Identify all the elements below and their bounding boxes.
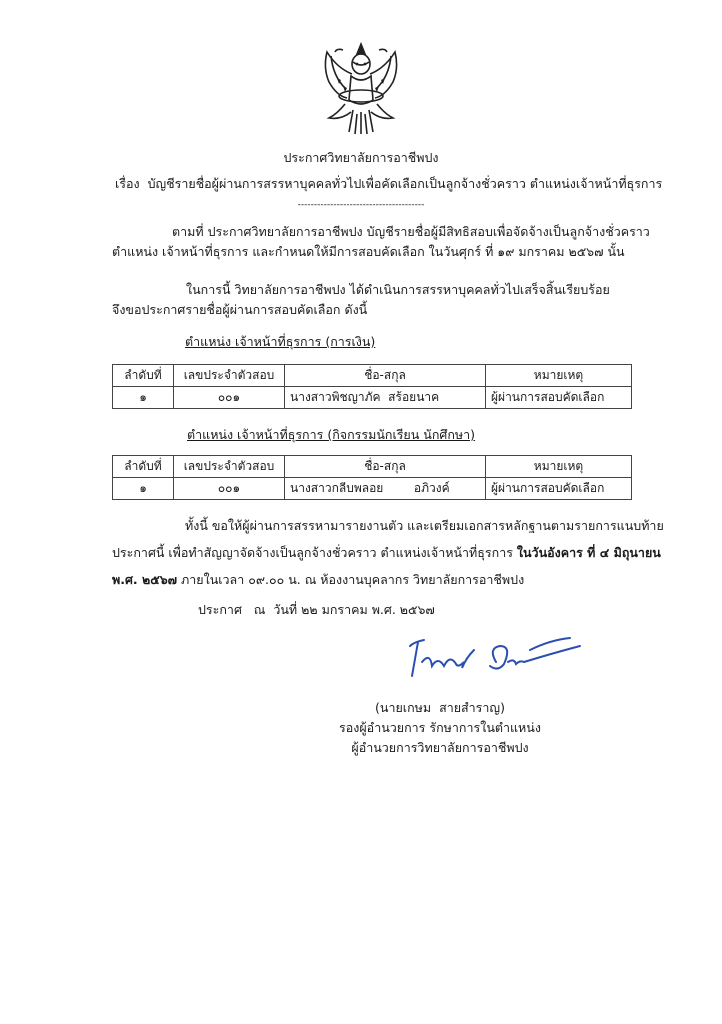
finance-results-table xyxy=(112,364,632,409)
signatory-name: (นายเกษม สายสำราญ) xyxy=(375,700,505,715)
contract-year: พ.ศ. ๒๕๖๗ xyxy=(112,572,178,587)
table-row xyxy=(113,387,632,409)
table-header-row xyxy=(113,456,632,478)
subject-label: เรื่อง xyxy=(115,176,140,191)
column-header-remark: หมายเหตุ xyxy=(486,365,632,387)
table-row xyxy=(113,478,632,500)
cell-remark: ผู้ผ่านการสอบคัดเลือก xyxy=(486,478,632,500)
closing-line-3-text: ภายในเวลา ๐๙.๐๐ น. ณ ห้องงานบุคลากร วิทยาลัยการอาชีพปง xyxy=(177,572,525,587)
contract-date: ในวันอังคาร ที่ ๔ มิถุนายน xyxy=(516,545,661,560)
closing-line-1: ทั้งนี้ ขอให้ผู้ผ่านการสรรหามารายงานตัว และเตรียมเอกสารหลักฐานตามรายการแนบท้าย xyxy=(185,518,664,533)
column-header-order: ลำดับที่ xyxy=(113,456,174,478)
cell-remark: ผู้ผ่านการสอบคัดเลือก xyxy=(486,387,632,409)
cell-order: ๑ xyxy=(113,387,174,409)
column-header-order: ลำดับที่ xyxy=(113,365,174,387)
closing-line-3 xyxy=(112,572,524,588)
separator-line: --------------------------------------- xyxy=(297,200,425,210)
subject-text: บัญชีรายชื่อผู้ผ่านการสรรหาบุคคลทั่วไปเพื่อคัดเลือกเป็นลูกจ้างชั่วคราว ตำแหน่งเจ้าหน้าที่ธุรการ xyxy=(147,176,663,191)
closing-line-2 xyxy=(112,545,661,561)
column-header-exam-id: เลขประจำตัวสอบ xyxy=(174,365,285,387)
closing-line-2-text: ประกาศนี้ เพื่อทำสัญญาจัดจ้างเป็นลูกจ้างชั่วคราว ตำแหน่งเจ้าหน้าที่ธุรการ xyxy=(112,545,517,560)
cell-exam-id: ๐๐๑ xyxy=(174,478,285,500)
cell-exam-id: ๐๐๑ xyxy=(174,387,285,409)
signatory-position-2: ผู้อำนวยการวิทยาลัยการอาชีพปง xyxy=(351,740,529,755)
column-header-name: ชื่อ-สกุล xyxy=(285,456,486,478)
paragraph-2-line-2: จึงขอประกาศรายชื่อผู้ผ่านการสอบคัดเลือก ดังนี้ xyxy=(112,302,368,317)
column-header-name: ชื่อ-สกุล xyxy=(285,365,486,387)
section-heading-student-activities: ตำแหน่ง เจ้าหน้าที่ธุรการ (กิจกรรมนักเรียน นักศึกษา) xyxy=(187,427,476,442)
announcement-date: ประกาศ ณ วันที่ ๒๒ มกราคม พ.ศ. ๒๕๖๗ xyxy=(198,602,435,617)
column-header-exam-id: เลขประจำตัวสอบ xyxy=(174,456,285,478)
paragraph-1-line-2: ตำแหน่ง เจ้าหน้าที่ธุรการ และกำหนดให้มีการสอบคัดเลือก ในวันศุกร์ ที่ ๑๙ มกราคม ๒๕๖๗ นั้น xyxy=(112,244,625,259)
section-heading-finance: ตำแหน่ง เจ้าหน้าที่ธุรการ (การเงิน) xyxy=(185,334,376,349)
table-header-row xyxy=(113,365,632,387)
signatory-position-1: รองผู้อำนวยการ รักษาการในตำแหน่ง xyxy=(339,720,541,735)
cell-name: นางสาวกลีบพลอย อภิวงค์ xyxy=(285,478,486,500)
cell-order: ๑ xyxy=(113,478,174,500)
cell-name: นางสาวพิชญาภัค สร้อยนาค xyxy=(285,387,486,409)
column-header-remark: หมายเหตุ xyxy=(486,456,632,478)
paragraph-2-line-1: ในการนี้ วิทยาลัยการอาชีพปง ได้ดำเนินการสรรหาบุคคลทั่วไปเสร็จสิ้นเรียบร้อย xyxy=(186,282,610,297)
handwritten-signature xyxy=(400,632,585,682)
student-activities-results-table xyxy=(112,455,632,500)
announcement-title: ประกาศวิทยาลัยการอาชีพปง xyxy=(283,150,439,165)
paragraph-1-line-1: ตามที่ ประกาศวิทยาลัยการอาชีพปง บัญชีรายชื่อผู้มีสิทธิสอบเพื่อจัดจ้างเป็นลูกจ้างชั่วคราว xyxy=(172,224,650,239)
subject-line xyxy=(115,176,662,192)
garuda-emblem-icon xyxy=(307,38,415,138)
